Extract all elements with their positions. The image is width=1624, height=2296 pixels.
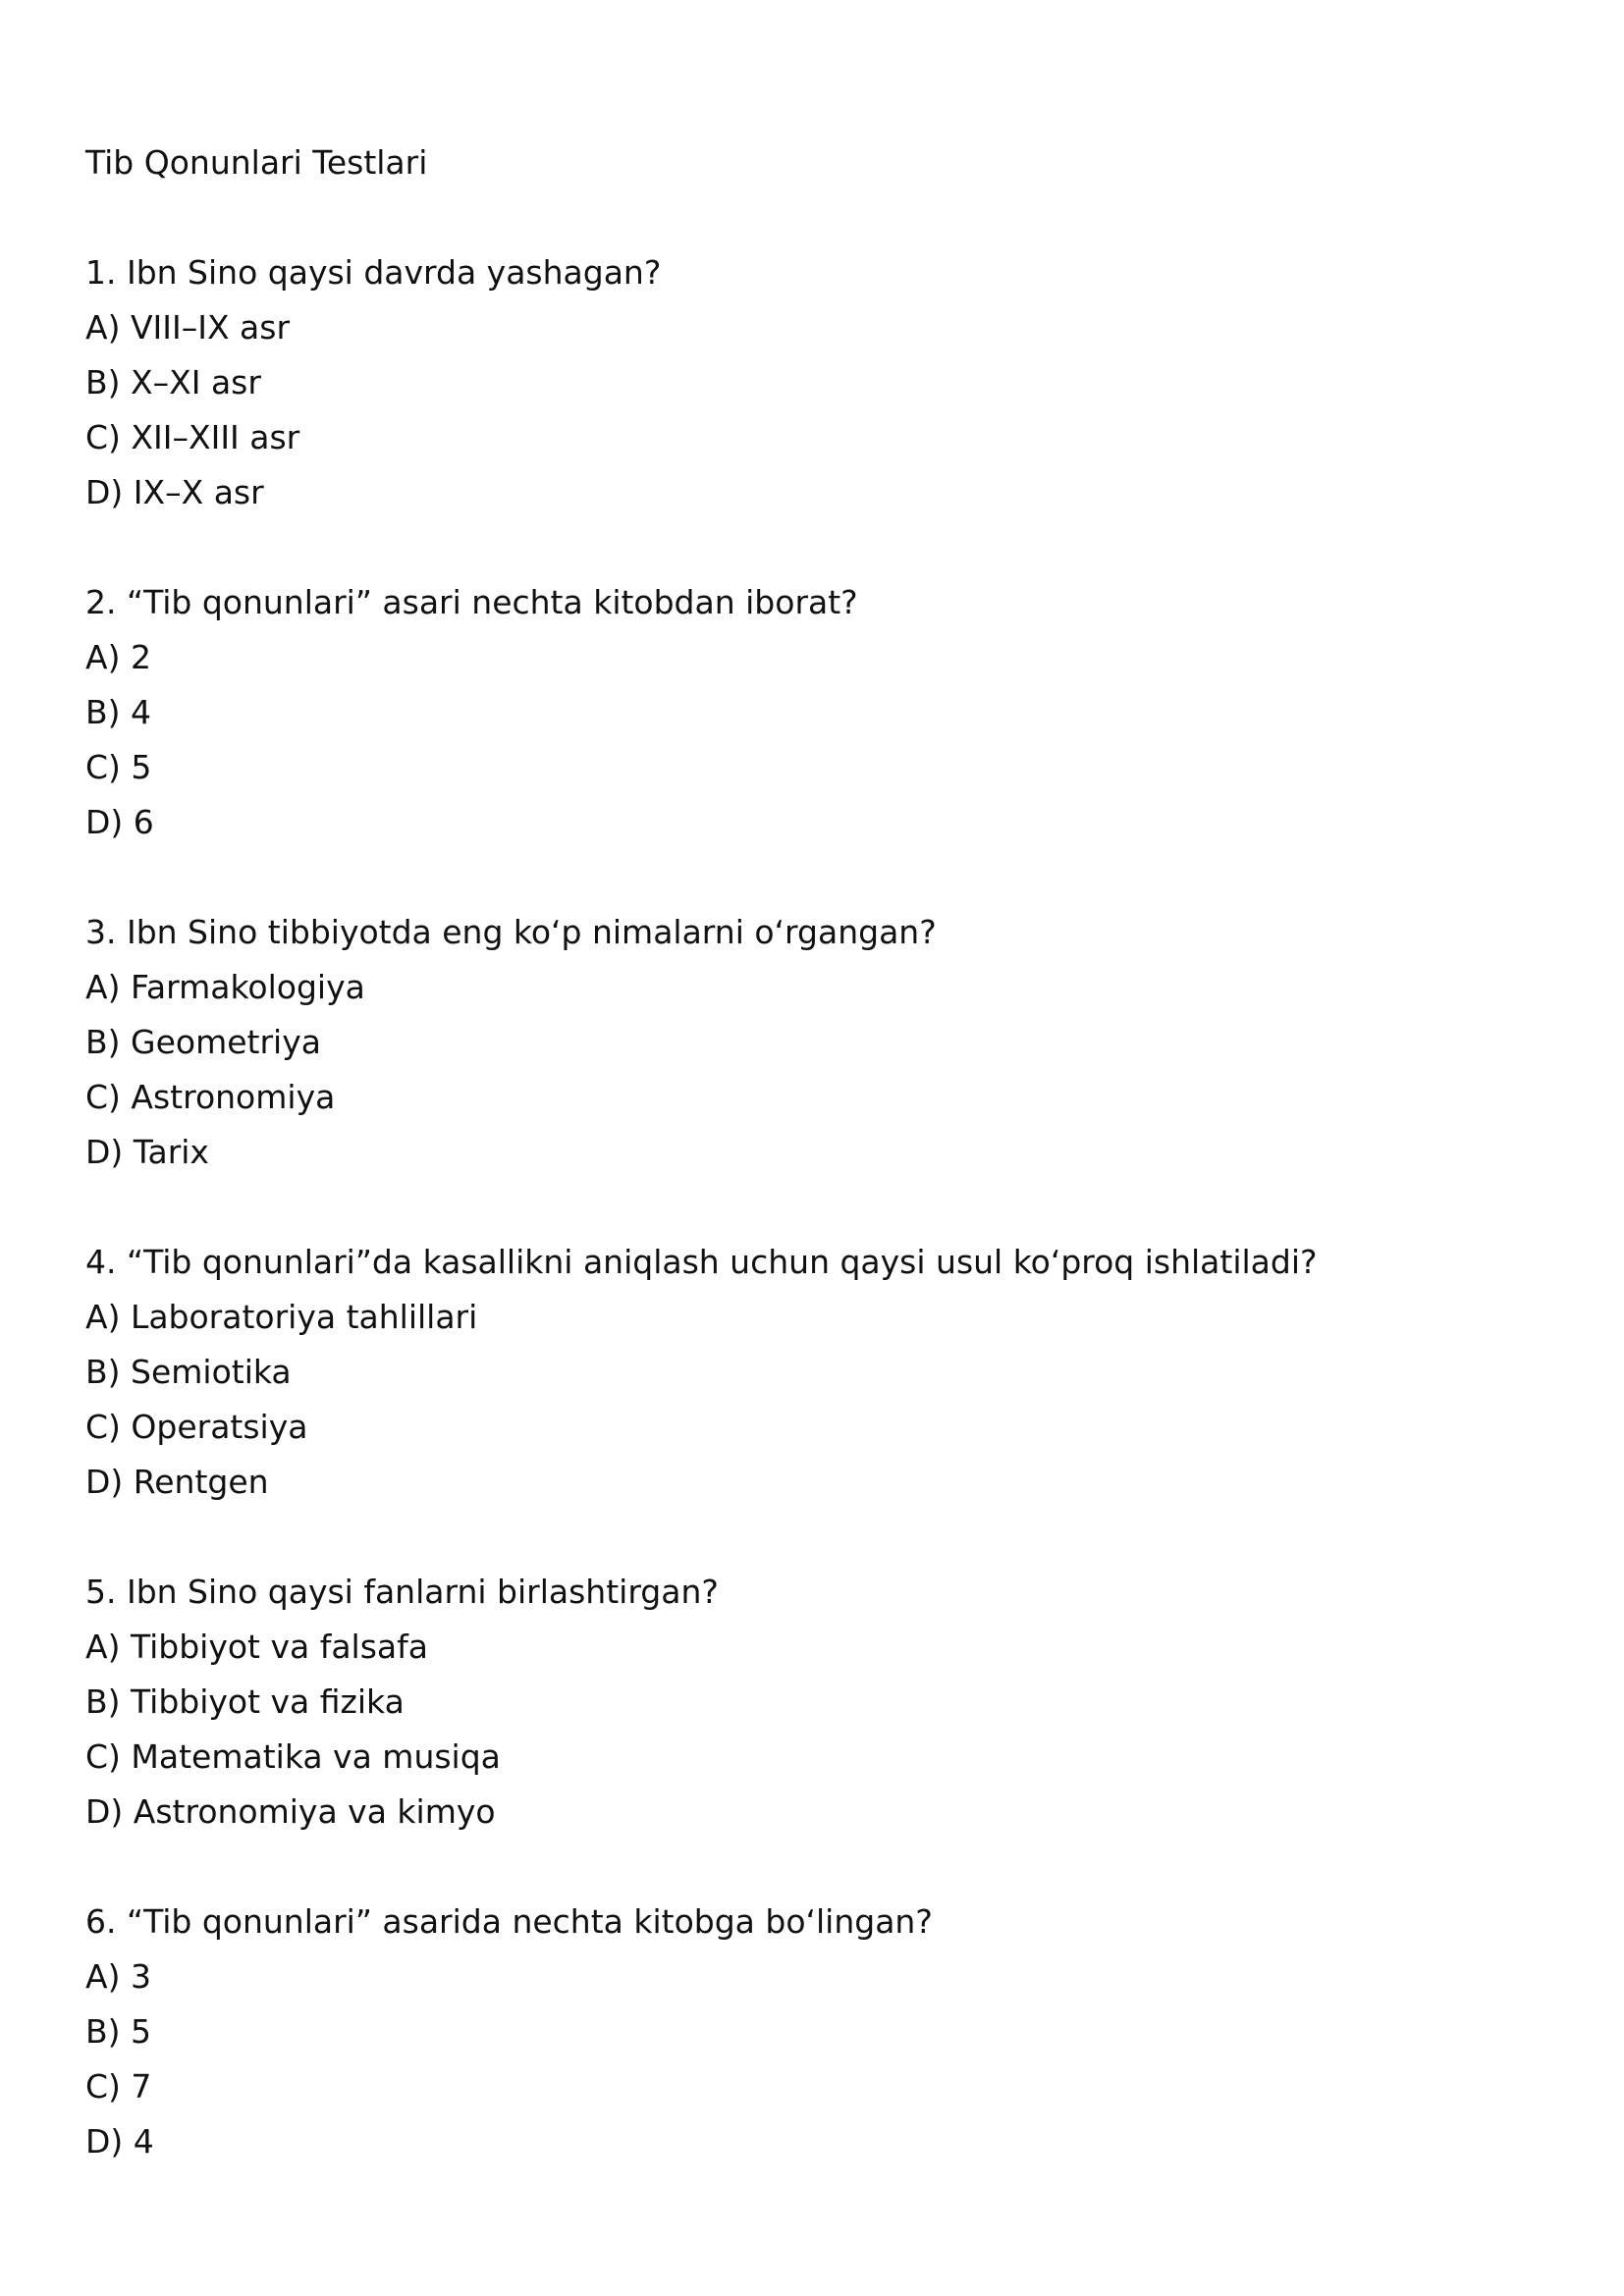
document-page bbox=[85, 135, 1558, 2224]
option-d: D) Tarix bbox=[85, 1133, 209, 1171]
question-2 bbox=[85, 575, 1558, 850]
option-c: C) Matematika va musiqa bbox=[85, 1737, 501, 1776]
option-b: B) 4 bbox=[85, 693, 151, 731]
option-b: B) Tibbiyot va fizika bbox=[85, 1682, 405, 1721]
question-text: 2. “Tib qonunlari” asari nechta kitobdan iborat? bbox=[85, 583, 858, 621]
option-a: A) Tibbiyot va falsafa bbox=[85, 1628, 428, 1666]
option-c: C) Astronomiya bbox=[85, 1078, 336, 1116]
option-a: A) 2 bbox=[85, 638, 151, 676]
option-d: D) 4 bbox=[85, 2122, 154, 2161]
option-c: C) XII–XIII asr bbox=[85, 418, 300, 456]
option-a: A) Laboratoriya tahlillari bbox=[85, 1298, 478, 1336]
question-text: 3. Ibn Sino tibbiyotda eng koʻp nimalarni oʻrgangan? bbox=[85, 913, 937, 951]
option-b: B) 5 bbox=[85, 2012, 151, 2051]
option-b: B) Semiotika bbox=[85, 1353, 292, 1391]
option-d: D) 6 bbox=[85, 803, 154, 841]
document-title: Tib Qonunlari Testlari bbox=[85, 143, 428, 182]
question-3 bbox=[85, 905, 1558, 1180]
option-a: A) 3 bbox=[85, 1957, 151, 1996]
option-b: B) Geometriya bbox=[85, 1023, 321, 1061]
option-b: B) X–XI asr bbox=[85, 363, 261, 401]
option-d: D) Rentgen bbox=[85, 1463, 269, 1501]
option-d: D) IX–X asr bbox=[85, 473, 264, 511]
question-4 bbox=[85, 1235, 1558, 1510]
option-d: D) Astronomiya va kimyo bbox=[85, 1792, 496, 1831]
question-text: 4. “Tib qonunlari”da kasallikni aniqlash uchun qaysi usul koʻproq ishlatiladi? bbox=[85, 1243, 1318, 1281]
option-c: C) 7 bbox=[85, 2067, 152, 2106]
option-c: C) 5 bbox=[85, 748, 152, 786]
question-1 bbox=[85, 245, 1558, 520]
option-c: C) Operatsiya bbox=[85, 1408, 308, 1446]
question-text: 1. Ibn Sino qaysi davrda yashagan? bbox=[85, 253, 662, 292]
question-text: 5. Ibn Sino qaysi fanlarni birlashtirgan? bbox=[85, 1573, 719, 1611]
question-6 bbox=[85, 1895, 1558, 2169]
option-a: A) VIII–IX asr bbox=[85, 308, 291, 347]
question-5 bbox=[85, 1565, 1558, 1840]
question-text: 6. “Tib qonunlari” asarida nechta kitobga boʻlingan? bbox=[85, 1902, 933, 1941]
option-a: A) Farmakologiya bbox=[85, 968, 365, 1006]
